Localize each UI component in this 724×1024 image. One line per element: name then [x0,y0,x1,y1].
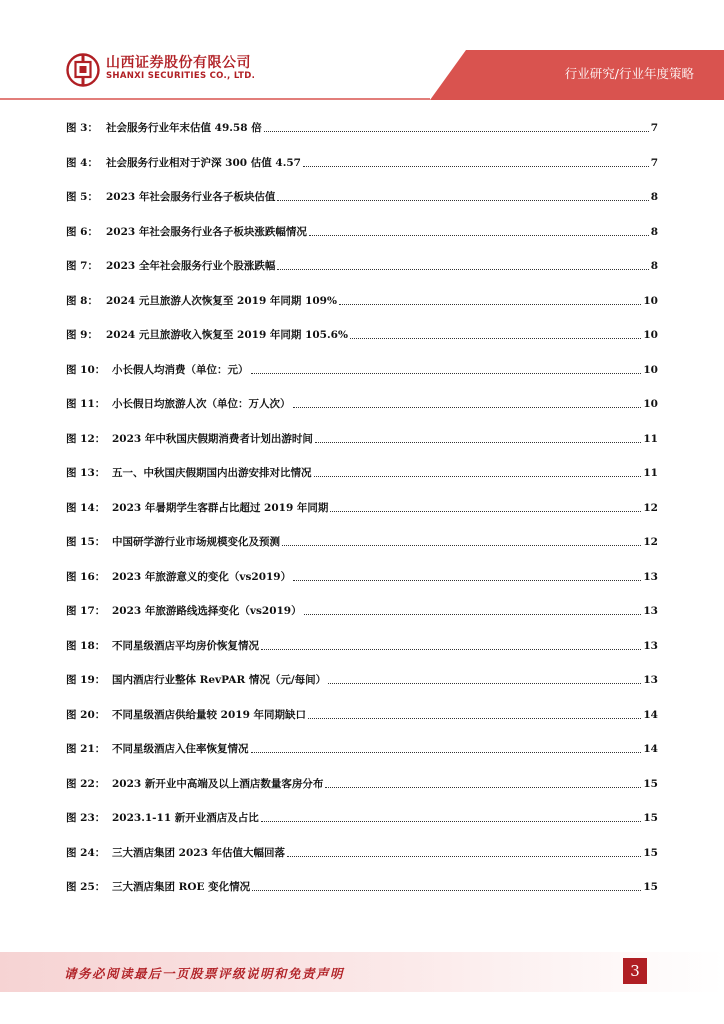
company-name-en: SHANXI SECURITIES CO., LTD. [106,71,256,81]
dot-leader [315,432,641,443]
dot-leader [314,466,642,477]
dot-leader [325,777,641,788]
figure-number: 图 22： [66,777,106,790]
dot-leader [261,639,641,650]
toc-row[interactable] [66,639,658,674]
figure-number: 图 4： [66,156,98,169]
page-ref: 11 [643,432,658,445]
figure-title: 2023 年社会服务行业各子板块估值 [106,191,276,203]
disclaimer-notice: 请务必阅读最后一页股票评级说明和免责声明 [64,966,345,981]
figure-title: 不同星级酒店供给量较 2019 年同期缺口 [112,708,307,721]
figure-number: 图 21： [66,743,106,755]
toc-row[interactable] [66,846,658,881]
figure-number: 图 7： [66,260,98,272]
figure-title: 2023 年社会服务行业各子板块涨跌幅情况 [106,225,307,238]
figure-title: 2023 年旅游意义的变化（vs2019） [112,570,292,583]
dot-leader [277,259,648,270]
figure-title: 2024 元旦旅游收入恢复至 2019 年同期 105.6% [106,329,348,341]
figure-title: 社会服务行业相对于沪深 300 估值 4.57 [106,156,301,169]
page-ref: 10 [643,363,658,376]
page-ref: 13 [643,674,658,686]
figure-title: 小长假人均消费（单位：元） [112,363,249,376]
toc-row[interactable] [66,432,658,467]
dot-leader [328,673,641,684]
figure-title: 不同星级酒店入住率恢复情况 [112,743,249,755]
page-ref: 13 [643,605,658,617]
toc-row[interactable] [66,777,658,812]
page-ref: 7 [650,122,658,134]
dot-leader [309,225,649,236]
dot-leader [277,190,648,201]
page-ref: 14 [643,708,658,721]
toc-row[interactable] [66,570,658,605]
figure-number: 图 24： [66,846,106,859]
dot-leader [303,156,649,167]
dot-leader [330,501,641,512]
page-ref: 15 [643,812,658,824]
toc-row[interactable] [66,742,658,777]
dot-leader [350,328,641,339]
page-ref: 15 [643,777,658,790]
toc-row[interactable] [66,259,658,294]
dot-leader [304,604,642,615]
toc-row[interactable] [66,466,658,501]
toc-row[interactable] [66,363,658,398]
figure-number: 图 6： [66,225,98,238]
figure-title: 五一、中秋国庆假期国内出游安排对比情况 [112,467,312,479]
figure-number: 图 17： [66,605,106,617]
dot-leader [287,846,641,857]
toc-row[interactable] [66,190,658,225]
figure-title: 三大酒店集团 2023 年估值大幅回落 [112,846,286,859]
dot-leader [261,811,642,822]
figure-number: 图 25： [66,881,106,893]
figure-number: 图 8： [66,294,98,307]
page-ref: 8 [650,260,658,272]
dot-leader [282,535,641,546]
toc-row[interactable] [66,328,658,363]
page-ref: 15 [643,846,658,859]
toc-row[interactable] [66,880,658,915]
toc-row[interactable] [66,811,658,846]
page-header [0,0,724,100]
page-ref: 13 [643,570,658,583]
dot-leader [339,294,641,305]
dot-leader [251,363,642,374]
figure-title: 三大酒店集团 ROE 变化情况 [112,881,251,893]
company-logo-icon [66,53,100,87]
figure-title: 2024 元旦旅游人次恢复至 2019 年同期 109% [106,294,337,307]
toc-row[interactable] [66,535,658,570]
dot-leader [264,121,649,132]
page-ref: 13 [643,639,658,652]
figure-number: 图 15： [66,536,106,548]
toc-row[interactable] [66,156,658,191]
page-ref: 10 [643,294,658,307]
figure-title: 2023 年旅游路线选择变化（vs2019） [112,605,302,617]
figure-number: 图 5： [66,191,98,203]
page-ref: 7 [650,156,658,169]
toc-row[interactable] [66,225,658,260]
toc-row[interactable] [66,294,658,329]
toc-row[interactable] [66,397,658,432]
figure-number: 图 10： [66,363,106,376]
figure-number: 图 20： [66,708,106,721]
toc-row[interactable] [66,121,658,156]
figure-list [66,121,658,915]
figure-number: 图 14： [66,501,106,514]
figure-title: 国内酒店行业整体 RevPAR 情况（元/每间） [112,674,327,686]
page-ref: 14 [643,743,658,755]
page-footer [0,952,724,992]
company-name-cn: 山西证券股份有限公司 [106,55,251,71]
page-ref: 10 [643,398,658,410]
figure-title: 中国研学游行业市场规模变化及预测 [112,536,280,548]
figure-number: 图 18： [66,639,106,652]
page-ref: 12 [643,501,658,514]
toc-row[interactable] [66,673,658,708]
page-ref: 11 [643,467,658,479]
toc-row[interactable] [66,604,658,639]
toc-row[interactable] [66,501,658,536]
page-ref: 12 [643,536,658,548]
figure-number: 图 16： [66,570,106,583]
toc-row[interactable] [66,708,658,743]
figure-title: 2023 年暑期学生客群占比超过 2019 年同期 [112,501,329,514]
figure-title: 不同星级酒店平均房价恢复情况 [112,639,259,652]
figure-number: 图 13： [66,467,106,479]
figure-number: 图 3： [66,122,98,134]
dot-leader [251,742,642,753]
figure-title: 2023 全年社会服务行业个股涨跌幅 [106,260,276,272]
figure-title: 2023.1-11 新开业酒店及占比 [112,812,259,824]
dot-leader [293,397,642,408]
page-ref: 8 [650,191,658,203]
page-ref: 15 [643,881,658,893]
figure-number: 图 23： [66,812,106,824]
dot-leader [308,708,641,719]
page-ref: 10 [643,329,658,341]
figure-number: 图 11： [66,398,106,410]
page-ref: 8 [650,225,658,238]
figure-title: 2023 新开业中高端及以上酒店数量客房分布 [112,777,324,790]
page-number: 3 [623,958,647,984]
figure-title: 社会服务行业年末估值 49.58 倍 [106,122,262,134]
dot-leader [252,880,641,891]
dot-leader [293,570,641,581]
report-category: 行业研究/行业年度策略 [564,66,694,81]
figure-title: 小长假日均旅游人次（单位：万人次） [112,398,291,410]
figure-number: 图 12： [66,432,106,445]
figure-title: 2023 年中秋国庆假期消费者计划出游时间 [112,432,313,445]
figure-number: 图 9： [66,329,98,341]
figure-number: 图 19： [66,674,106,686]
